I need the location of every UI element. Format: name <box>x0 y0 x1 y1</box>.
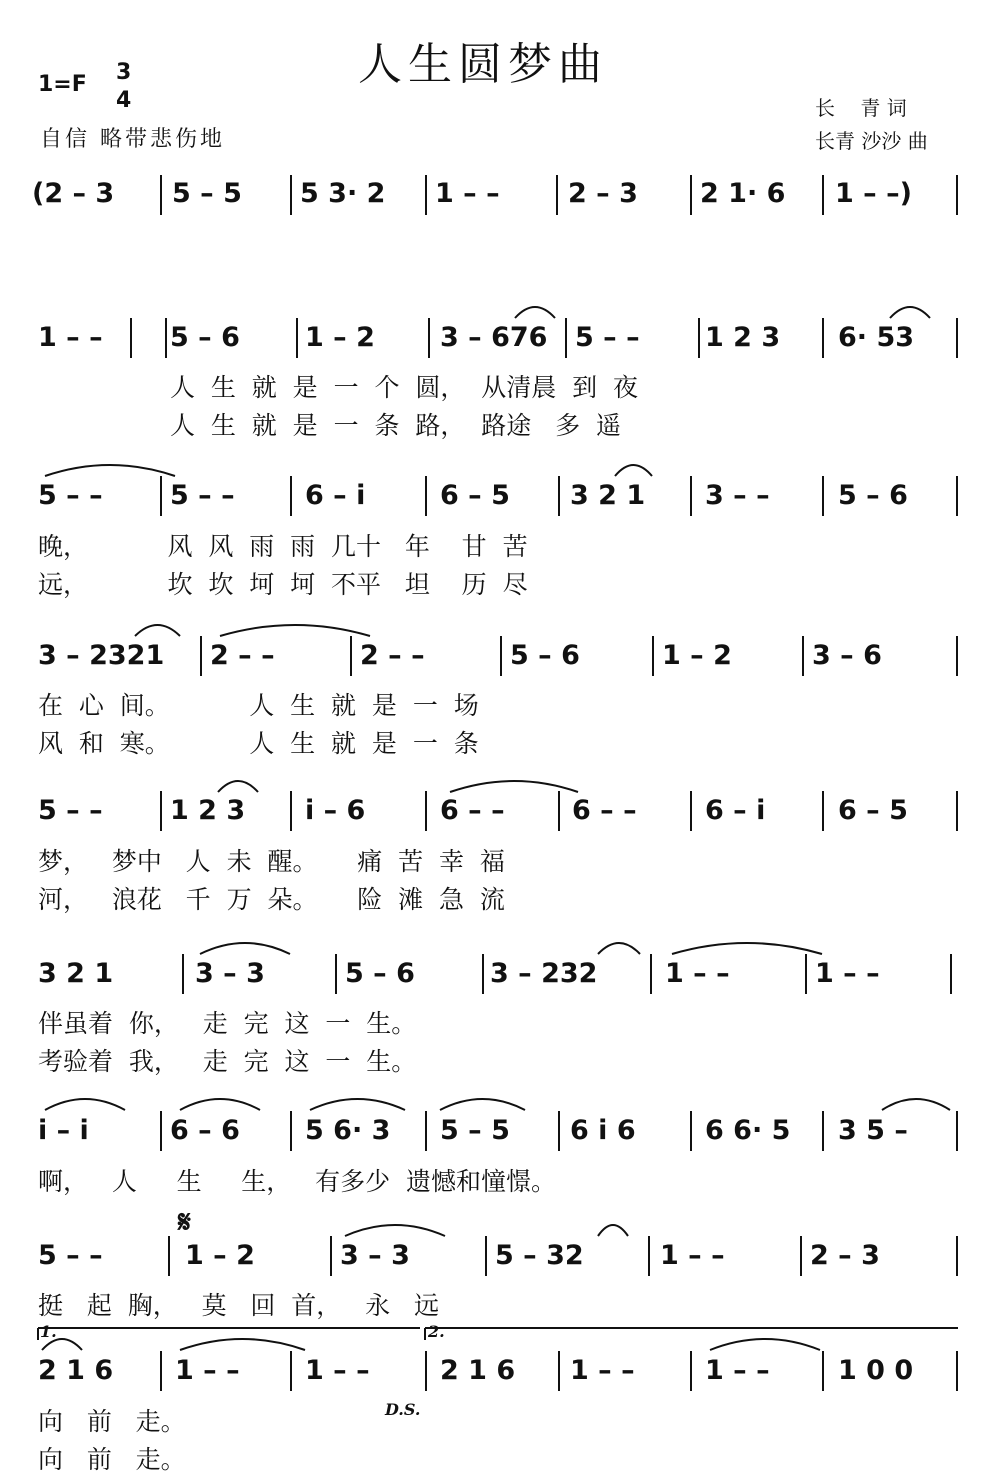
notation-measure: 5 – 5 <box>172 178 242 209</box>
slur-mark <box>345 1225 445 1236</box>
barline <box>160 476 162 516</box>
barline <box>558 1351 560 1391</box>
notation-measure: 1 – – <box>665 958 730 989</box>
barline <box>956 318 958 358</box>
slur-mark <box>200 943 290 954</box>
barline <box>822 476 824 516</box>
barline <box>698 318 700 358</box>
notation-measure: 2 – – <box>210 640 275 671</box>
notation-measure: 3 – 3 <box>195 958 265 989</box>
notation-measure: 5 – – <box>38 1240 103 1271</box>
notation-measure: 1 – – <box>435 178 500 209</box>
barline <box>485 1236 487 1276</box>
barline <box>956 1111 958 1151</box>
notation-measure: 6 6· 5 <box>705 1115 791 1146</box>
notation-measure: 2 1 6 <box>38 1355 114 1386</box>
slur-mark <box>135 625 180 636</box>
lyric-line: 向 前 走。 <box>38 1407 186 1436</box>
time-signature-top: 3 <box>116 60 132 85</box>
lyric-line: 晚， 风 风 雨 雨 几十 年 甘 苦 <box>38 532 528 561</box>
lyric-line: 啊， 人 生 生， 有多少 遗憾和憧憬。 <box>38 1167 557 1196</box>
barline <box>130 318 132 358</box>
slur-mark <box>310 1099 405 1110</box>
notation-measure: 5 – 32 <box>495 1240 584 1271</box>
barline <box>802 636 804 676</box>
notation-measure: i – i <box>38 1115 89 1146</box>
lyricist-credit: 长 青 词 <box>815 96 907 120</box>
notation-measure: 1 – 2 <box>305 322 375 353</box>
barline <box>330 1236 332 1276</box>
notation-measure: 2 – 3 <box>568 178 638 209</box>
notation-measure: 1 – – <box>305 1355 370 1386</box>
barline <box>822 791 824 831</box>
lyric-line: 人 生 就 是 一 个 圆， 从清晨 到 夜 <box>170 373 639 402</box>
barline <box>290 476 292 516</box>
lyric-line: 向 前 走。 <box>38 1445 186 1474</box>
notation-measure: (2 – 3 <box>32 178 115 209</box>
slur-mark <box>515 307 555 318</box>
barline <box>956 1351 958 1391</box>
barline <box>160 175 162 215</box>
slur-mark <box>598 1225 628 1236</box>
notation-measure: 5 – – <box>38 795 103 826</box>
barline <box>165 318 167 358</box>
barline <box>556 175 558 215</box>
slur-mark <box>220 625 370 636</box>
barline <box>425 791 427 831</box>
notation-measure: 6 – – <box>440 795 505 826</box>
notation-measure: 1 – – <box>570 1355 635 1386</box>
barline <box>650 954 652 994</box>
notation-measure: 6 – – <box>572 795 637 826</box>
notation-measure: 1 – 2 <box>185 1240 255 1271</box>
barline <box>822 175 824 215</box>
notation-measure: 3 – 2321 <box>38 640 165 671</box>
composer-credit: 长青 沙沙 曲 <box>815 129 928 153</box>
notation-measure: 1 – – <box>38 322 103 353</box>
lyric-line: 远， 坎 坎 坷 坷 不平 坦 历 尽 <box>38 570 528 599</box>
segno-sign: 𝄋 <box>178 1205 191 1240</box>
barline <box>648 1236 650 1276</box>
notation-measure: 3 5 – <box>838 1115 908 1146</box>
barline <box>950 954 952 994</box>
barline <box>805 954 807 994</box>
barline <box>558 1111 560 1151</box>
slur-mark <box>710 1339 820 1350</box>
notation-measure: 1 0 0 <box>838 1355 914 1386</box>
notation-measure: 6· 53 <box>838 322 915 353</box>
dal-segno-marking: D.S. <box>385 1400 421 1419</box>
barline <box>956 175 958 215</box>
tempo-marking: 自信 略带悲伤地 <box>40 127 225 152</box>
notation-measure: 5 – – <box>170 480 235 511</box>
barline <box>956 1236 958 1276</box>
song-title: 人生圆梦曲 <box>358 39 608 90</box>
notation-measure: 1 – – <box>175 1355 240 1386</box>
notation-measure: 1 2 3 <box>170 795 246 826</box>
slur-mark <box>45 465 175 476</box>
barline <box>956 636 958 676</box>
barline <box>160 791 162 831</box>
barline <box>690 476 692 516</box>
slur-mark <box>882 1099 950 1110</box>
barline <box>652 636 654 676</box>
notation-measure: 3 – – <box>705 480 770 511</box>
notation-measure: 1 2 3 <box>705 322 781 353</box>
notation-measure: 5 – 6 <box>510 640 580 671</box>
slur-mark <box>440 1099 525 1110</box>
notation-measure: 3 – 6 <box>812 640 882 671</box>
slur-mark <box>615 465 652 476</box>
barline <box>482 954 484 994</box>
notation-measure: 1 – – <box>660 1240 725 1271</box>
lyric-line: 风 和 寒。 人 生 就 是 一 条 <box>38 729 479 758</box>
notation-measure: 6 – 6 <box>170 1115 240 1146</box>
barline <box>425 1111 427 1151</box>
lyric-line: 梦， 梦中 人 未 醒。 痛 苦 幸 福 <box>38 847 505 876</box>
notation-measure: 5 3· 2 <box>300 178 386 209</box>
lyric-line: 挺 起 胸， 莫 回 首， 永 远 <box>38 1291 439 1320</box>
barline <box>956 791 958 831</box>
barline <box>822 318 824 358</box>
barline <box>690 1111 692 1151</box>
notation-measure: 3 – 676 <box>440 322 548 353</box>
notation-measure: 1 – – <box>705 1355 770 1386</box>
barline <box>690 175 692 215</box>
barline <box>335 954 337 994</box>
barline <box>822 1351 824 1391</box>
notation-measure: 2 – – <box>360 640 425 671</box>
notation-measure: 3 2 1 <box>38 958 114 989</box>
barline <box>168 1236 170 1276</box>
notation-measure: 6 i 6 <box>570 1115 636 1146</box>
barline <box>500 636 502 676</box>
notation-measure: 6 – i <box>305 480 366 511</box>
slur-mark <box>598 943 640 954</box>
barline <box>425 1351 427 1391</box>
notation-measure: 2 1· 6 <box>700 178 786 209</box>
barline <box>565 318 567 358</box>
barline <box>558 476 560 516</box>
lyric-line: 在 心 间。 人 生 就 是 一 场 <box>38 691 479 720</box>
barline <box>956 476 958 516</box>
notation-measure: 3 2 1 <box>570 480 646 511</box>
barline <box>428 318 430 358</box>
barline <box>200 636 202 676</box>
barline <box>296 318 298 358</box>
notation-measure: 3 – 3 <box>340 1240 410 1271</box>
barline <box>690 1351 692 1391</box>
barline <box>558 791 560 831</box>
notation-measure: 1 – – <box>815 958 880 989</box>
barline <box>290 1351 292 1391</box>
lyric-line: 伴虽着 你， 走 完 这 一 生。 <box>38 1009 417 1038</box>
slur-mark <box>672 943 822 954</box>
slur-mark <box>180 1099 260 1110</box>
barline <box>290 1111 292 1151</box>
notation-measure: i – 6 <box>305 795 366 826</box>
volta-2-label: 2. <box>428 1322 445 1341</box>
barline <box>290 791 292 831</box>
notation-measure: 5 – 6 <box>345 958 415 989</box>
barline <box>160 1351 162 1391</box>
notation-measure: 5 – – <box>38 480 103 511</box>
notation-measure: 3 – 232 <box>490 958 598 989</box>
barline <box>160 1111 162 1151</box>
barline <box>290 175 292 215</box>
slur-mark <box>890 307 930 318</box>
notation-measure: 1 – 2 <box>662 640 732 671</box>
time-signature-bottom: 4 <box>116 88 132 113</box>
notation-measure: 5 – 5 <box>440 1115 510 1146</box>
lyric-line: 考验着 我， 走 完 这 一 生。 <box>38 1047 417 1076</box>
lyric-line: 河， 浪花 千 万 朵。 险 滩 急 流 <box>38 885 505 914</box>
notation-measure: 5 – 6 <box>170 322 240 353</box>
barline <box>822 1111 824 1151</box>
barline <box>182 954 184 994</box>
notation-measure: 1 – –) <box>835 178 912 209</box>
slur-mark <box>45 1099 125 1110</box>
notation-measure: 5 – 6 <box>838 480 908 511</box>
barline <box>425 476 427 516</box>
notation-measure: 6 – 5 <box>440 480 510 511</box>
slur-mark <box>218 781 258 792</box>
slur-mark <box>180 1339 305 1350</box>
key-signature: 1=F <box>38 72 87 97</box>
barline <box>690 791 692 831</box>
lyric-line: 人 生 就 是 一 条 路， 路途 多 遥 <box>170 411 621 440</box>
barline <box>425 175 427 215</box>
volta-1-label: 1. <box>40 1322 57 1341</box>
notation-measure: 6 – i <box>705 795 766 826</box>
notation-measure: 5 6· 3 <box>305 1115 391 1146</box>
barline <box>800 1236 802 1276</box>
notation-measure: 5 – – <box>575 322 640 353</box>
barline <box>350 636 352 676</box>
notation-measure: 2 1 6 <box>440 1355 516 1386</box>
notation-measure: 2 – 3 <box>810 1240 880 1271</box>
notation-measure: 6 – 5 <box>838 795 908 826</box>
